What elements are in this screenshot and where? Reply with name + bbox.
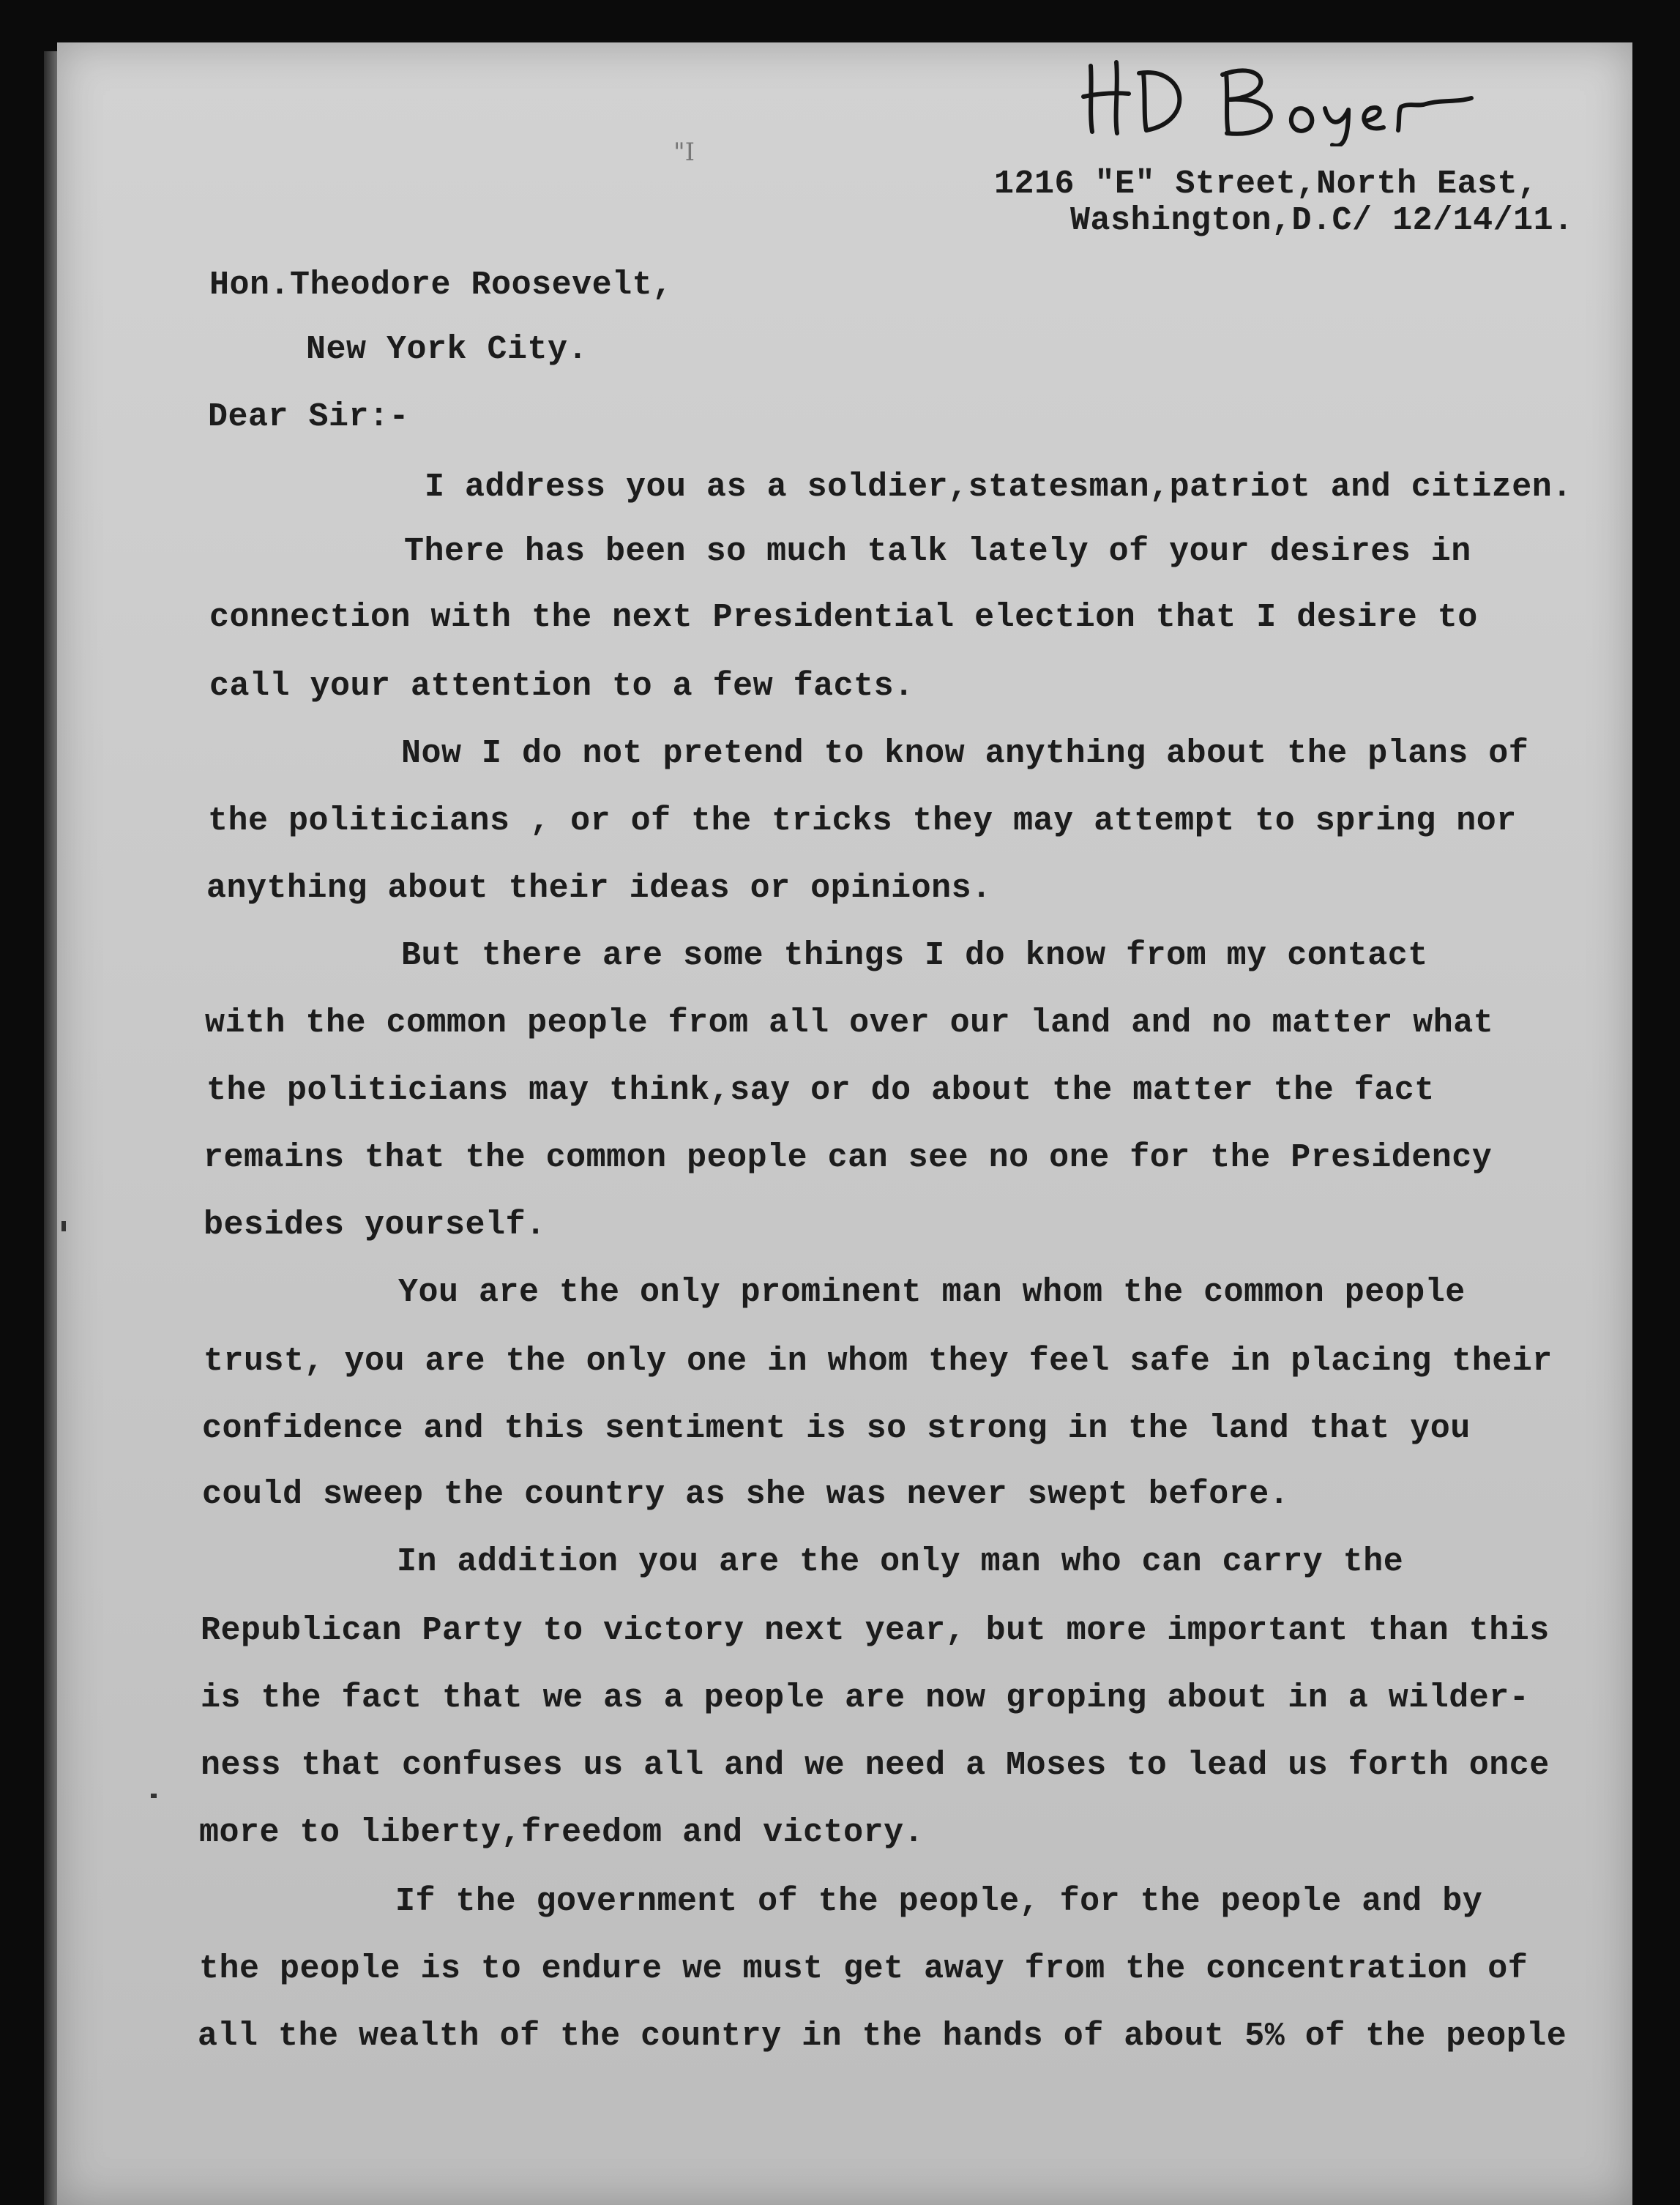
body-line: besides yourself.	[204, 1206, 546, 1244]
body-line: anything about their ideas or opinions.	[206, 870, 992, 907]
body-line: Now I do not pretend to know anything about the plans of	[401, 735, 1529, 772]
body-line: confidence and this sentiment is so strong in the land that you	[202, 1410, 1471, 1447]
address-line-1: 1216 "E" Street,North East,	[994, 165, 1538, 203]
body-line: I address you as a soldier,statesman,patriot and citizen.	[425, 469, 1572, 506]
margin-mark	[61, 1221, 66, 1231]
body-line: more to liberty,freedom and victory.	[199, 1814, 925, 1851]
body-line: Republican Party to victory next year, but more important than this	[201, 1612, 1550, 1649]
body-line: the people is to endure we must get away from the concentration of	[199, 1950, 1528, 1988]
margin-mark	[151, 1794, 157, 1798]
body-line: call your attention to a few facts.	[209, 668, 914, 705]
body-line: could sweep the country as she was never swept before.	[202, 1476, 1290, 1513]
body-line: ness that confuses us all and we need a Moses to lead us forth once	[201, 1747, 1550, 1784]
body-line: You are the only prominent man whom the common people	[398, 1274, 1466, 1311]
stray-mark: "I	[673, 138, 695, 167]
recipient-name: Hon.Theodore Roosevelt,	[209, 266, 673, 304]
body-line: If the government of the people, for the people and by	[395, 1883, 1483, 1920]
recipient-city: New York City.	[306, 331, 589, 368]
body-line: all the wealth of the country in the hands of about 5% of the people	[198, 2018, 1567, 2055]
letter-page	[57, 42, 1632, 2205]
body-line: with the common people from all over our land and no matter what	[205, 1004, 1494, 1042]
body-line: connection with the next Presidential election that I desire to	[209, 599, 1478, 636]
body-line: remains that the common people can see no one for the Presidency	[204, 1139, 1493, 1176]
paper-edge	[44, 51, 57, 2205]
body-line: There has been so much talk lately of your desires in	[404, 533, 1471, 570]
body-line: is the fact that we as a people are now groping about in a wilder-	[201, 1679, 1530, 1717]
handwritten-signature	[1076, 51, 1486, 146]
body-line: trust, you are the only one in whom they feel safe in placing their	[204, 1343, 1553, 1380]
salutation: Dear Sir:-	[208, 398, 410, 436]
body-line: In addition you are the only man who can carry the	[397, 1543, 1404, 1581]
address-line-2: Washington,D.C/ 12/14/11.	[1070, 202, 1574, 239]
body-line: But there are some things I do know from my contact	[401, 937, 1428, 974]
body-line: the politicians , or of the tricks they may attempt to spring nor	[208, 802, 1517, 840]
body-line: the politicians may think,say or do about the matter the fact	[206, 1072, 1435, 1109]
